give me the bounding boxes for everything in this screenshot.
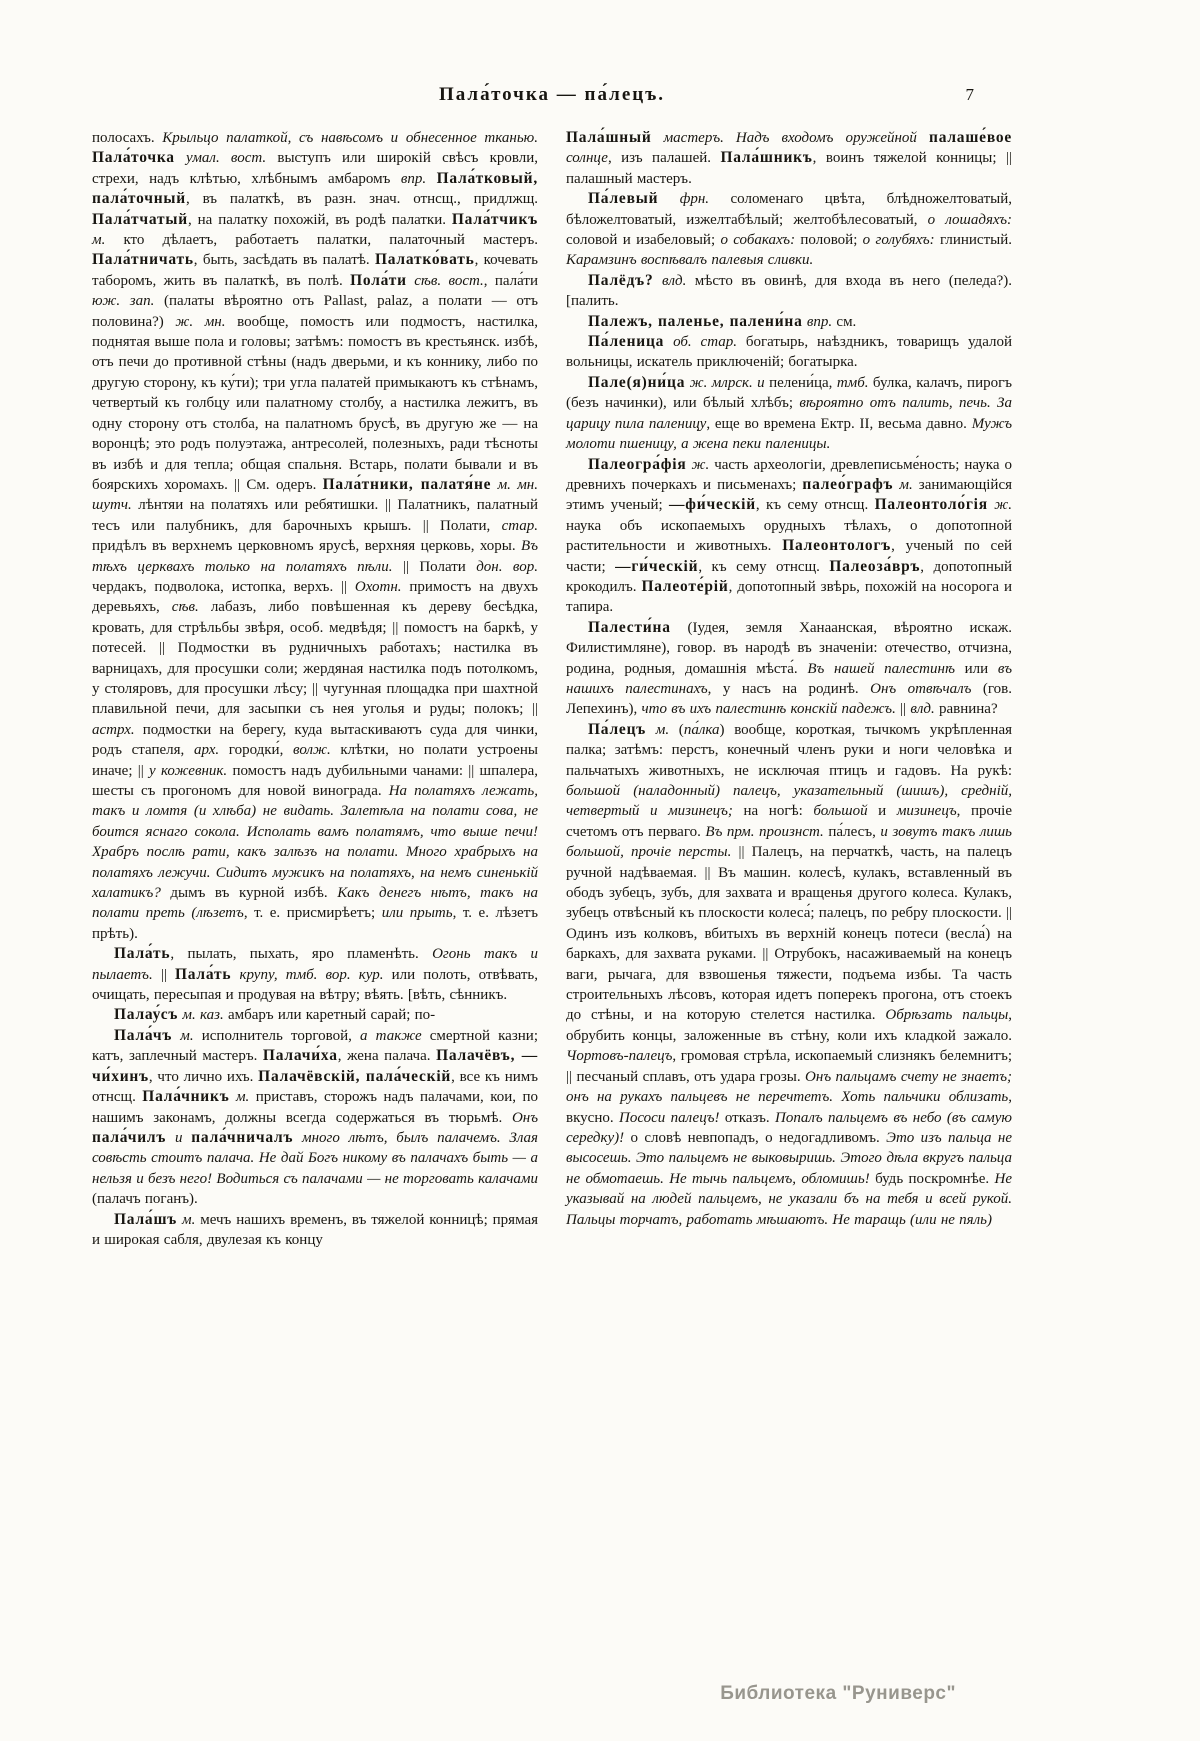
page-header (92, 84, 1012, 112)
entry-paragraph: Па́лецъ м. (па́лка) вообще, короткая, тычкомъ укрѣпленная палка; затѣмъ: перстъ, конечный членъ руки и ноги человѣка и пальчатыхъ животныхъ, не исключая птицъ и гадовъ. На рукѣ: большой (наладонный) палецъ, указательный (шишъ), средній, четвертый и мизинецъ; на ногѣ: большой и мизинецъ, прочіе счетомъ отъ перваго. Въ прм. произнст. па́лесъ, и зовутъ такъ лишь большой, прочіе персты. || Палецъ, на перчаткѣ, часть, на палецъ ручной надѣваемая. || Въ машин. колесѣ, кулакъ, вставленный въ ободъ зубецъ, зубъ, для захвата и вращенья другого колеса. Кулакъ, зубецъ отвѣсный къ плоскости колеса́; палецъ, по ребру плоскости. || Одинъ изъ колковъ, вбитыхъ въ верхній конецъ потеси (весла́) на баркахъ, для захвата руками. || Отрубокъ, насаживаемый на конецъ ваги, рычага, для взвошенья тяжести, подъема избы. Та часть строительныхъ лѣсовъ, которая идетъ поперекъ прогона, отъ стоекъ до стѣны, и на которую стелется настилка. Обрѣзать пальцы, обрубить концы, заложенные въ стѣну, коли ихъ кладкой зажало. Чортовъ-палецъ, громовая стрѣла, ископаемый слизнякъ белемнитъ; || песчаный сплавъ, отъ удара грозы. Онъ пальцамъ счету не знаетъ; онъ на рукахъ пальцевъ не перечтетъ. Хоть пальчики облизать, вкусно. Пососи палецъ! отказъ. Попалъ пальцемъ въ небо (въ самую середку)! о словѣ невпопадъ, о недогадливомъ. Это изъ пальца не высосешь. Это пальцемъ не выковыришь. Этого дѣла вкругъ пальца не обмотаешь. Не тычь пальцемъ, обломишь! будь поскромнѣе. Не указывай на людей пальцемъ, не указали бъ на тебя и всей рукой. Пальцы торчатъ, работать мѣшаютъ. Не таращь (или не пяль) (566, 720, 1013, 1228)
running-head: Пала́точка — па́лецъ. (438, 84, 666, 105)
entry-paragraph: Пала́ть, пылать, пыхать, яро пламенѣть. Огонь такъ и пылаетъ. || Пала́ть крупу, тмб. вор. кур. или полоть, отвѣвать, очищать, пересыпая и продувая на вѣтру; вѣять. [вѣть, сѣнникъ. (92, 945, 539, 1004)
right-column (566, 128, 1012, 1250)
entry-paragraph: Палести́на (Іудея, земля Ханаанская, вѣроятно искаж. Филистимляне), говор. въ народѣ въ значеніи: отечество, отчизна, родина, родныя, домашнія мѣста́. Въ нашей палестинѣ или въ нашихъ палестинахъ, у насъ на родинѣ. Онъ отвѣчалъ (гов. Лепехинъ), что въ ихъ палестинѣ конскій падежъ. || влд. равнина? (566, 618, 1013, 718)
entry-paragraph: Пала́шный мастеръ. Надъ входомъ оружейной палаше́вое солнце, изъ палашей. Пала́шникъ, воинъ тяжелой конницы; || палашный мастеръ. (566, 129, 1013, 187)
entry-paragraph: Палёдъ? влд. мѣсто въ овинѣ, для входа въ него (пеледа?). [палить. (566, 271, 1013, 310)
page-content (92, 84, 1012, 1250)
entry-paragraph: Пале(я)ни́ца ж. млрск. и пелени́ца, тмб. булка, калачъ, пирогъ (безъ начинки), или бѣлый хлѣбъ; вѣроятно отъ палить, печь. За царицу пила паленицу, еще во времена Ектр. II, весьма давно. Мужъ молоти пшеницу, а жена пеки паленицы. (566, 373, 1013, 453)
entry-paragraph: Па́левый фрн. соломенаго цвѣта, блѣдножелтоватый, бѣложелтоватый, изжелтабѣлый; желтобѣлесоватый, о лошадяхъ: соловой и изабеловый; о собакахъ: половой; о голубяхъ: глинистый. Карамзинъ воспѣвалъ палевыя сливки. (566, 190, 1012, 269)
library-watermark: Библиотека "Руниверс" (720, 1683, 956, 1704)
entry-paragraph: Палеогра́фія ж. часть археологіи, древлеписьме́ность; наука о древнихъ почеркахъ и письменахъ; палео́графъ м. занимающійся этимъ ученый; —фи́ческій, къ сему отнсщ. Палеонтоло́гія ж. наука объ ископаемыхъ орудныхъ тѣлахъ, о допотопной растительности и животныхъ. Палеонтологъ, ученый по сей части; —ги́ческій, къ сему отнсщ. Палеоза́връ, допотопный крокодилъ. Палеоте́рій, допотопный звѣрь, похожій на носорога и тапира. (566, 455, 1013, 616)
entry-paragraph: Пала́шъ м. мечъ нашихъ временъ, въ тяжелой конницѣ; прямая и широкая сабля, двулезая къ концу (92, 1210, 539, 1248)
entry-paragraph: Па́леница об. стар. богатырь, наѣздникъ, товарищъ удалой вольницы, искатель приключеній; богатырка. (566, 333, 1012, 371)
entry-paragraph: Палежъ, паленье, палени́на впр. см. (588, 312, 857, 330)
left-column (92, 128, 538, 1250)
entry-paragraph: Пала́чъ м. исполнитель торговой, а также смертной казни; катъ, заплечный мастеръ. Палачи́ха, жена палача. Палачёвъ, —чи́хинъ, что лично ихъ. Палачёвскій, пала́ческій, все къ нимъ отнсщ. Пала́чникъ м. приставъ, сторожъ надъ палачами, кои, по нашимъ законамъ, должны всегда содержаться въ тюрьмѣ. Онъ пала́чилъ и пала́чничалъ много лѣтъ, былъ палачемъ. Злая совѣсть стоитъ палача. Не дай Богъ никому въ палачахъ быть — а нельзя и безъ него! Водиться съ палачами — не торговать калачами (палачъ поганъ). (92, 1026, 539, 1208)
entry-paragraph: полосахъ. Крыльцо палаткой, съ навѣсомъ и обнесенное тканью. Пала́точка умал. вост. выступъ или широкій свѣсъ кровли, стрехи, надъ клѣтью, хлѣбнымъ амбаромъ впр. Пала́тковый, пала́точный, въ палаткѣ, въ разн. знач. отнсщ., придлжщ. Пала́тчатый, на палатку похожій, въ родѣ палатки. Пала́тчикъ м. кто дѣлаетъ, работаетъ палатки, палаточный мастеръ. Пала́тничать, быть, засѣдать въ палатѣ. Палатко́вать, кочевать таборомъ, жить въ палаткѣ, въ полѣ. Пола́ти сѣв. вост., пала́ти юж. зап. (палаты вѣроятно отъ Pallast, palaz, а полати — отъ половина?) ж. мн. вообще, помостъ или подмостъ, настилка, поднятая выше пола и головы; затѣмъ: помостъ въ крестьянск. избѣ, отъ печи до противной стѣны (надъ дверьми, и къ коннику, либо по другую сторону, къ ку́ти); три угла палатей примыкаютъ къ стѣнамъ, четвертый къ голбцу или палатному столбу, а настилка лежитъ, въ одну сторону отъ столба, на палатномъ брусѣ, въ другую же — на воронцѣ; это родъ полуэтажа, антресолей, полезныхъ, ради тѣсноты въ избѣ и для тепла; общая спальня. Встарь, полати бывали и въ боярскихъ хоромахъ. || См. одеръ. Пала́тники, палатя́не м. мн. шутч. лѣнтяи на полатяхъ или ребятишки. || Палатникъ, палатный тесъ или палубникъ, для барочныхъ крышъ. || Полати, стар. придѣлъ въ верхнемъ церковномъ ярусѣ, верхняя церковь, хоры. Въ тѣхъ церквахъ только на полатяхъ пѣли. || Полати дон. вор. чердакъ, подволока, истопка, верхъ. || Охотн. примостъ на двухъ деревьяхъ, сѣв. лабазъ, либо повѣшенная къ дереву бесѣдка, кровать, для стрѣльбы звѣря, особ. медвѣдя; || помостъ на баркѣ, у потесей. || Подмостки въ рудничныхъ работахъ; настилка въ варницахъ, для просушки соли; жердяная настилка подъ потолкомъ, у столяровъ, для просушки лѣсу; || чугунная площадка при шахтной плавильной печи, для засыпки съ нея уголья и руды; полокъ; || астрх. подмостки на берегу, куда вытаскиваютъ суда для чинки, родъ стапеля, арх. городки́, волж. клѣтки, но полати устроены иначе; || у кожевник. помостъ надъ дубильными чанами: || шпалера, шесты съ прогономъ для новой винограда. На полатяхъ лежать, такъ и ломтя (и хлѣба) не видать. Залетѣла на полати сова, не боится яснаго сокола. Исполать вамъ полатямъ, что выше печи! Храбръ послѣ рати, какъ залѣзъ на полати. Много храбрыхъ на полатяхъ лежучи. Сидитъ мужикъ на полатяхъ, на немъ синенькій халатикъ? дымъ въ курной избѣ. Какъ денегъ нѣтъ, такъ на полати преть (лѣзетъ, т. е. присмирѣетъ; или прыть, т. е. лѣзетъ прѣть). (92, 130, 539, 942)
text-columns (92, 128, 1012, 1250)
entry-paragraph: Палау́съ м. каз. амбаръ или каретный сарай; по- (114, 1006, 436, 1024)
page-number: 7 (965, 85, 974, 104)
